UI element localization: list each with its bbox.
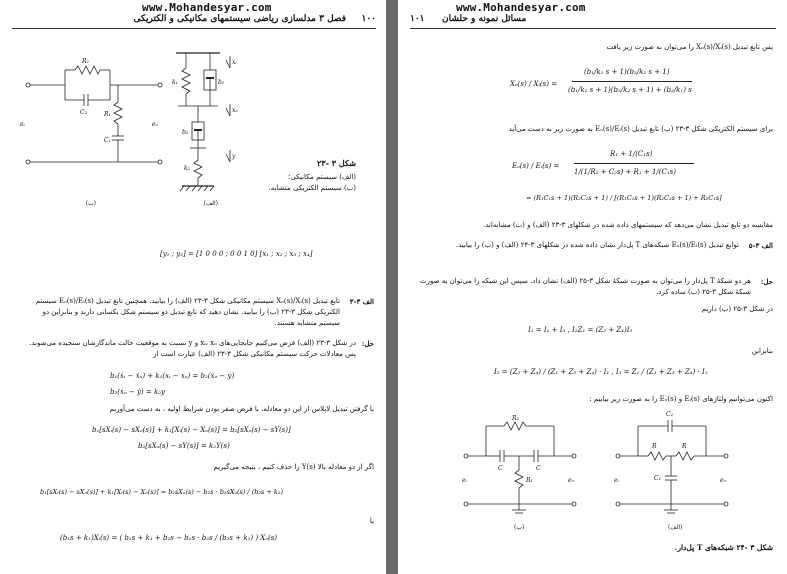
label-C1: C₁	[654, 475, 661, 482]
header-rule	[410, 28, 776, 29]
tf2-denominator: 1/(1/R₂ + C₂s) + R₁ + 1/(C₁s)	[574, 168, 676, 176]
laplace-text: با گرفتن تبدیل لاپلاس از این دو معادله، با فرض صفر بودن شرایط اولیه ، به دست می‌آوریم	[109, 405, 374, 413]
left-page	[0, 0, 386, 574]
label-xi: xᵢ	[232, 59, 237, 66]
website-url: www.Mohandesyar.com	[142, 1, 272, 14]
figure-caption-b: (ب) سیستم الکتریکی متشابه.	[268, 184, 356, 192]
label-eo: eₒ	[720, 477, 726, 484]
compare-text: مقایسه دو تابع تبدیل نشان می‌دهد که سیستمهای داده شده در شکلهای ۳-۲۳ (الف) و (ب) مشابه‌اند.	[482, 221, 773, 229]
equation-6: (b₁s + k₁)Xᵢ(s) = ( b₁s + k₁ + b₂s − b₂s · b₂s / (b₂s + k₂) ) Xₒ(s)	[60, 534, 278, 542]
label-k1: k₁	[172, 79, 179, 86]
figure-label-b: (ب)	[85, 200, 96, 207]
label-C2: C₂	[666, 411, 673, 418]
problem-title: الف ۳-۳	[349, 297, 374, 306]
label-k2: k₂	[184, 165, 191, 172]
tf1-fraction-bar	[572, 81, 692, 82]
label-C-left: C	[498, 465, 503, 472]
label-R1: R₁	[104, 111, 111, 118]
eliminate-text: اگر از دو معادله بالا Y(s) را حذف کنیم ، نتیجه می‌گیریم	[213, 463, 374, 471]
tf3-equation: = (R₁C₁s + 1)(R₂C₂s + 1) / [(R₁C₁s + 1)(R₂C₂s + 1) + R₂C₁s]	[526, 194, 722, 202]
tf2-numerator: R₁ + 1/(C₁s)	[610, 150, 653, 158]
solution-title: حل:	[760, 277, 773, 286]
matrix-equation: [y₁ ; y₂] = [1 0 0 0 ; 0 0 1 0] [x₁ ; x₂ ; x₃ ; x₄]	[160, 250, 313, 258]
tf2-fraction-bar	[574, 163, 694, 164]
figure-caption: شکل ۳ -۲۴ شبکه‌های T پل‌دار.	[674, 543, 773, 552]
tf1-numerator: (b₁/k₁ s + 1)(b₂/k₂ s + 1)	[584, 68, 670, 76]
problem-text: تابع تبدیل Xₒ(s)/Xᵢ(s) سیستم مکانیکی شکل ۳-۲۳ (الف) را بیابید. همچنین تابع تبدیل Eₒ(s)/Eᵢ(s) سیستم الکتریکی شکل ۳-۲۳ (ب) را بیابید. نشان دهید که تابع تبدیل دو سیستم شکل یکسانی دارند و بنابراین دو سیستم متشابه هستند.	[35, 297, 340, 327]
label-R1: R₁	[526, 477, 533, 484]
page-number: ۱۰۰	[361, 14, 376, 24]
website-url: www.Mohandesyar.com	[456, 1, 586, 14]
problem-title: الف ۳-۵	[748, 241, 773, 250]
label-R2: R₂	[82, 58, 89, 65]
figure-label-a: (الف)	[668, 524, 683, 531]
label-y: y	[232, 153, 236, 160]
problem-text: توابع تبدیل Eₒ(s)/Eᵢ(s) شبکه‌های T پل‌دار نشان داده شده در شکلهای ۳-۲۴ (الف) و (ب) را بیابید.	[455, 241, 739, 249]
label-C2: C₂	[80, 109, 87, 116]
therefore-text: بنابراین	[751, 347, 773, 355]
voltage-text: اکنون می‌توانیم ولتاژهای Eᵢ(s) و Eₒ(s) را به صورت زیر بیابیم :	[589, 395, 773, 403]
current-equation-2: I₂ = (Z₃ + Z₄) / (Z₁ + Z₃ + Z₄) · I₁ , I₃ = Z₁ / (Z₁ + Z₃ + Z₄) · I₁	[494, 368, 708, 376]
label-R-left: R	[652, 443, 657, 450]
intro-transfer-text: پس تابع تبدیل Xₒ(s)/Xᵢ(s) را می‌توان به صورت زیر یافت	[606, 43, 773, 51]
figure-caption-a: (الف) سیستم مکانیکی؛	[288, 173, 356, 181]
solution-title: حل:	[361, 339, 374, 348]
solution-text: در شکل ۳-۲۳ (الف) فرض می‌کنیم جابجایی‌های xᵢ، xₒ و y نسبت به موقعیت حالت ماندگارشان سنجیده می‌شوند. پس معادلات حرکت سیستم مکانیکی شکل ۳-۲۳ (الف) عبارت است از	[29, 339, 356, 358]
figure-3-24-network-a	[612, 411, 742, 526]
label-ei: eᵢ	[20, 121, 25, 128]
right-page	[398, 0, 787, 574]
equation-5: b₁[sXᵢ(s) − sXₒ(s)] + k₁[Xᵢ(s) − Xₒ(s)] = b₂sXₒ(s) − b₂s · b₂sXₒ(s) / (b₂s + k₂)	[40, 488, 283, 496]
label-eo: eₒ	[152, 121, 158, 128]
figure-3-23-electrical-circuit	[20, 50, 170, 170]
equation-3: b₁[sXᵢ(s) − sXₒ(s)] + k₁[Xᵢ(s) − Xₒ(s)] = b₂[sXₒ(s) − sY(s)]	[92, 426, 291, 434]
label-R2: R₂	[512, 415, 519, 422]
figure-3-23-mechanical-system	[168, 48, 258, 198]
label-b2: b₂	[182, 129, 189, 136]
label-xo: xₒ	[232, 107, 238, 114]
header-rule	[12, 28, 376, 29]
chapter-header: مسائل نمونه و حلشان	[442, 14, 527, 24]
figure-title: شکل ۳ -۲۳	[317, 158, 356, 168]
figure-3-24-network-b	[460, 416, 590, 526]
label-C1: C₁	[104, 137, 111, 144]
current-equation-1: I₁ = I₂ + I₃ , I₂Z₁ = (Z₃ + Z₄)I₃	[528, 326, 633, 334]
label-ei: eᵢ	[614, 477, 619, 484]
intro-electrical-text: برای سیستم الکتریکی شکل ۳-۲۳ (ب) تابع تبدیل Eₒ(s)/Eᵢ(s) به صورت زیر به دست می‌آید	[508, 125, 773, 133]
equation-2: b₂(ẋₒ − ẏ) = k₂y	[110, 388, 165, 396]
label-ei: eᵢ	[462, 477, 467, 484]
label-C-right: C	[536, 465, 541, 472]
tf1-denominator: (b₁/k₁ s + 1)(b₂/k₂ s + 1) + (b₂/k₁) s	[568, 86, 692, 94]
figure-label-a: (الف)	[203, 200, 218, 207]
tf2-lhs: Eₒ(s) / Eᵢ(s) =	[512, 162, 560, 170]
solution-text-2: در شکل ۳-۲۵ (ب) داریم	[701, 305, 773, 313]
solution-text-1: هر دو شبکهٔ T پل‌دار را می‌توان به صورت شبکهٔ شکل ۳-۲۵ (الف) نشان داد. سپس این شبکه را می‌توان به صورت شبکهٔ شکل ۳-۲۵ (ب) ساده کرد.	[419, 277, 751, 296]
or-text: یا	[369, 517, 374, 525]
tf1-lhs: Xₒ(s) / Xᵢ(s) =	[510, 80, 558, 88]
figure-label-b: (ب)	[514, 524, 525, 531]
chapter-header: فصل ۳ مدلسازی ریاضی سیستمهای مکانیکی و الکتریکی	[133, 14, 346, 24]
label-eo: eₒ	[568, 477, 574, 484]
page-number: ۱۰۱	[410, 14, 425, 24]
label-b1: b₁	[218, 79, 225, 86]
label-R-right: R	[682, 443, 687, 450]
equation-4: b₂[sXₒ(s) − sY(s)] = k₂Y(s)	[138, 442, 230, 450]
equation-1: b₁(ẋᵢ − ẋₒ) + k₁(xᵢ − xₒ) = b₂(ẋₒ − ẏ)	[110, 372, 235, 380]
